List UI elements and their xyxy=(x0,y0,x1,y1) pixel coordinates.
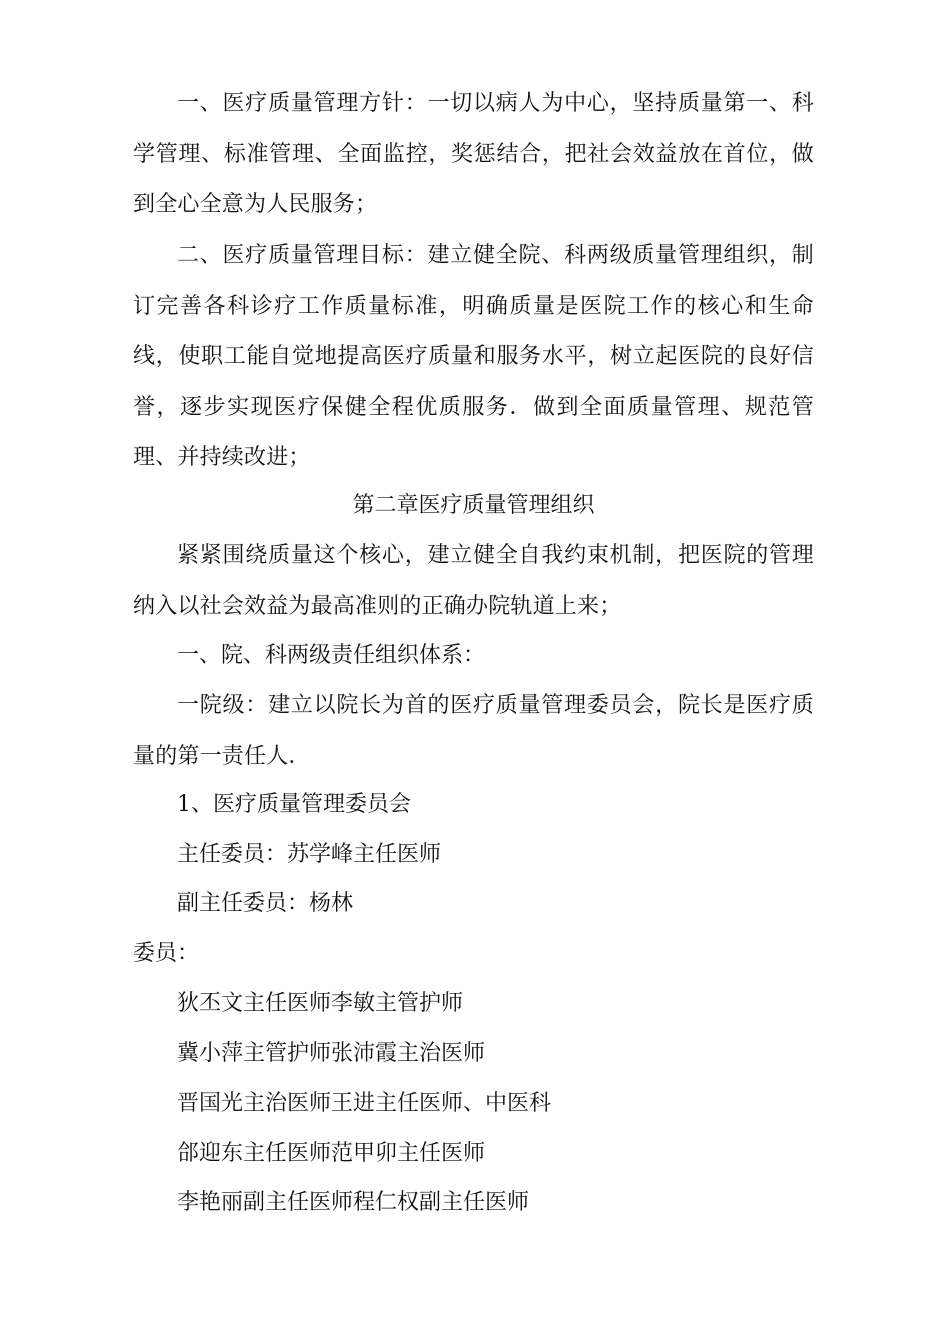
committee-vice-director: 副主任委员：杨林 xyxy=(177,891,354,916)
paragraph-responsibility-system: 一、院、科两级责任组织体系： xyxy=(177,643,486,668)
committee-director: 主任委员：苏学峰主任医师 xyxy=(177,842,442,867)
committee-member-line: 狄丕文主任医师李敏主管护师 xyxy=(177,991,464,1016)
paragraph-management-goal: 二、医疗质量管理目标：建立健全院、科两级质量管理组织，制订完善各科诊疗工作质量标准，明确质量是医院工作的核心和生命线，使职工能自觉地提高医疗质量和服务水平，树立起医院的良好信誉，逐步实现医疗保健全程优质服务．做到全面质量管理、规范管理、并持续改进； xyxy=(133,243,814,470)
paragraph-hospital-level: 一院级：建立以院长为首的医疗质量管理委员会，院长是医疗质量的第一责任人． xyxy=(133,693,814,769)
committee-member-line: 郃迎东主任医师范甲卯主任医师 xyxy=(177,1141,486,1166)
committee-title: 1、医疗质量管理委员会 xyxy=(177,792,411,817)
committee-member-line: 李艳丽副主任医师程仁权副主任医师 xyxy=(177,1190,530,1215)
committee-members-label: 委员： xyxy=(133,941,200,966)
paragraph-management-policy: 一、医疗质量管理方针：一切以病人为中心，坚持质量第一、科学管理、标准管理、全面监控，奖惩结合，把社会效益放在首位，做到全心全意为人民服务； xyxy=(133,91,814,217)
paragraph-core-mechanism: 紧紧围绕质量这个核心，建立健全自我约束机制，把医院的管理纳入以社会效益为最高准则的正确办院轨道上来； xyxy=(133,543,814,619)
committee-member-line: 晋国光主治医师王进主任医师、中医科 xyxy=(177,1091,552,1116)
committee-member-line: 冀小萍主管护师张沛霞主治医师 xyxy=(177,1041,486,1066)
chapter-heading: 第二章医疗质量管理组织 xyxy=(352,493,595,518)
